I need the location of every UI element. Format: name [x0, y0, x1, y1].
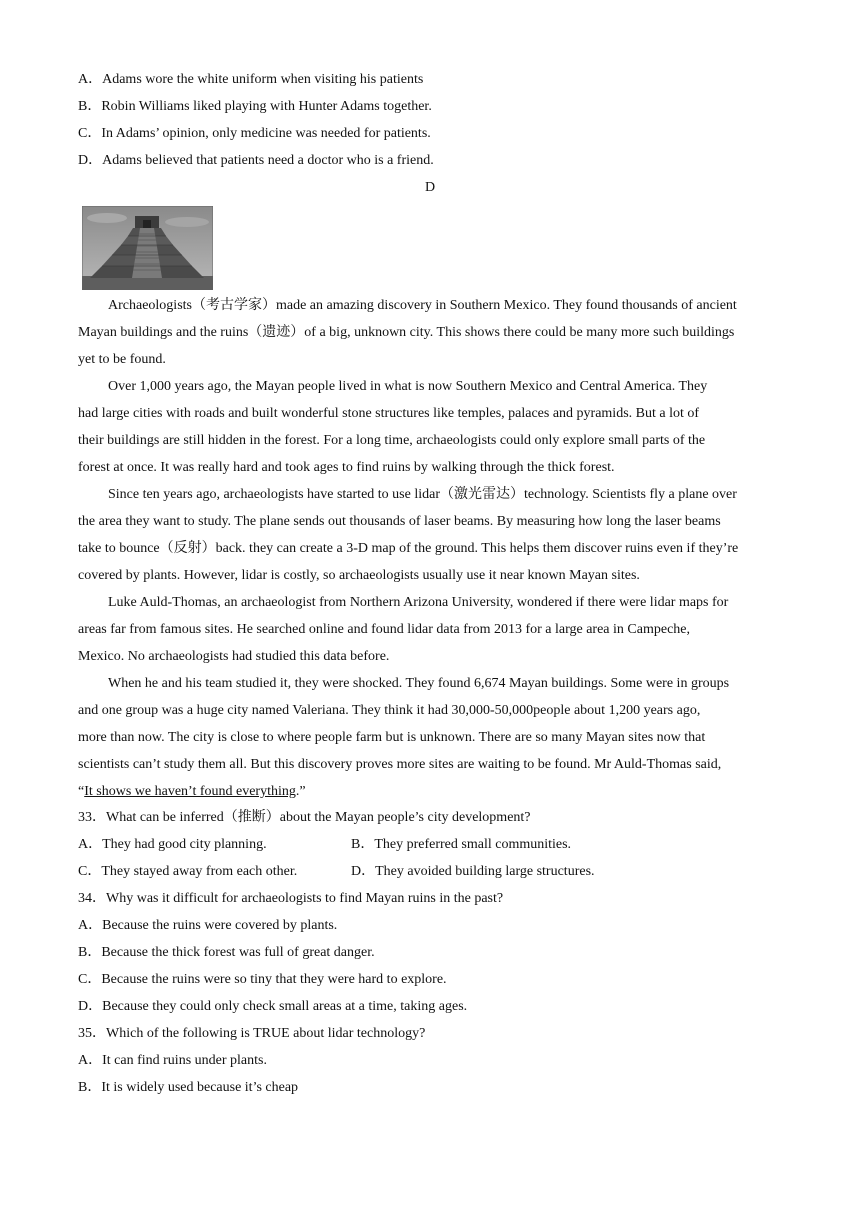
text-line: the area they want to study. The plane sends out thousands of laser beams. By measuring how long the laser beams — [78, 514, 721, 529]
text-line: take to bounce（反射）back. they can create a 3-D map of the ground. This helps them discover ruins even if they’re — [78, 541, 739, 556]
text-line: and one group was a huge city named Valeriana. They think it had 30,000-50,000people about 1,200 years ago, — [78, 703, 701, 718]
text-line: Luke Auld-Thomas, an archaeologist from Northern Arizona University, wondered if there were lidar maps for — [108, 595, 729, 610]
question-34-option-c: C．Because the ruins were so tiny that they were hard to explore. — [78, 972, 447, 987]
question-35-stem: 35．Which of the following is TRUE about lidar technology? — [78, 1026, 426, 1041]
text-line: areas far from famous sites. He searched online and found lidar data from 2013 for a large area in Campeche, — [78, 622, 690, 637]
quote-close: .” — [295, 784, 306, 799]
paragraph-3 — [78, 481, 784, 589]
question-33-stem: 33．What can be inferred（推断）about the Mayan people’s city development? — [78, 810, 531, 825]
quote-line — [78, 778, 784, 805]
text-line: Archaeologists（考古学家）made an amazing discovery in Southern Mexico. They found thousands of ancient — [108, 298, 737, 313]
text-line: had large cities with roads and built wonderful stone structures like temples, palaces and pyramids. But a lot of — [78, 406, 700, 421]
pyramid-photo — [82, 206, 213, 290]
question-33-option-d: D．They avoided building large structures. — [351, 864, 595, 879]
text-line: more than now. The city is close to where people farm but is unknown. There are so many Mayan sites now that — [78, 730, 706, 745]
text-line: scientists can’t study them all. But this discovery proves more sites are waiting to be found. Mr Auld-Thomas said, — [78, 757, 722, 772]
text-line: Since ten years ago, archaeologists have started to use lidar（激光雷达）technology. Scientists fly a plane over — [108, 487, 737, 502]
question-33-option-c: C．They stayed away from each other. — [78, 864, 298, 879]
text-line: forest at once. It was really hard and took ages to find ruins by walking through the thick forest. — [78, 460, 615, 475]
text-line: When he and his team studied it, they were shocked. They found 6,674 Mayan buildings. Some were in groups — [108, 676, 730, 691]
question-34-stem: 34．Why was it difficult for archaeologists to find Mayan ruins in the past? — [78, 891, 504, 906]
text-line: yet to be found. — [78, 352, 166, 367]
text-line: Over 1,000 years ago, the Mayan people lived in what is now Southern Mexico and Central America. They — [108, 379, 708, 394]
text-line: Mayan buildings and the ruins（遗迹）of a big, unknown city. This shows there could be many more such buildings — [78, 325, 735, 340]
question-33-option-b: B．They preferred small communities. — [351, 837, 572, 852]
question-35-option-b: B．It is widely used because it’s cheap — [78, 1080, 299, 1095]
prev-option-a: A．Adams wore the white uniform when visiting his patients — [78, 72, 424, 87]
question-34-option-b: B．Because the thick forest was full of great danger. — [78, 945, 375, 960]
paragraph-4 — [78, 589, 784, 670]
paragraph-1 — [78, 292, 784, 373]
question-34-option-a: A．Because the ruins were covered by plants. — [78, 918, 338, 933]
underlined-quote: It shows we haven’t found everything — [84, 784, 296, 799]
question-33-option-a: A．They had good city planning. — [78, 837, 267, 852]
quote-open: “ — [78, 784, 85, 799]
paragraph-2 — [78, 373, 784, 481]
text-line: covered by plants. However, lidar is costly, so archaeologists usually use it near known Mayan sites. — [78, 568, 640, 583]
text-line: Mexico. No archaeologists had studied this data before. — [78, 649, 390, 664]
question-35-option-a: A．It can find ruins under plants. — [78, 1053, 267, 1068]
paragraph-5 — [78, 670, 784, 805]
section-label: D — [424, 180, 436, 195]
prev-option-b: B．Robin Williams liked playing with Hunter Adams together. — [78, 99, 432, 114]
prev-option-d: D．Adams believed that patients need a doctor who is a friend. — [78, 153, 434, 168]
prev-option-c: C．In Adams’ opinion, only medicine was needed for patients. — [78, 126, 431, 141]
question-34-option-d: D．Because they could only check small areas at a time, taking ages. — [78, 999, 468, 1014]
text-line: their buildings are still hidden in the forest. For a long time, archaeologists could only explore small parts of the — [78, 433, 706, 448]
